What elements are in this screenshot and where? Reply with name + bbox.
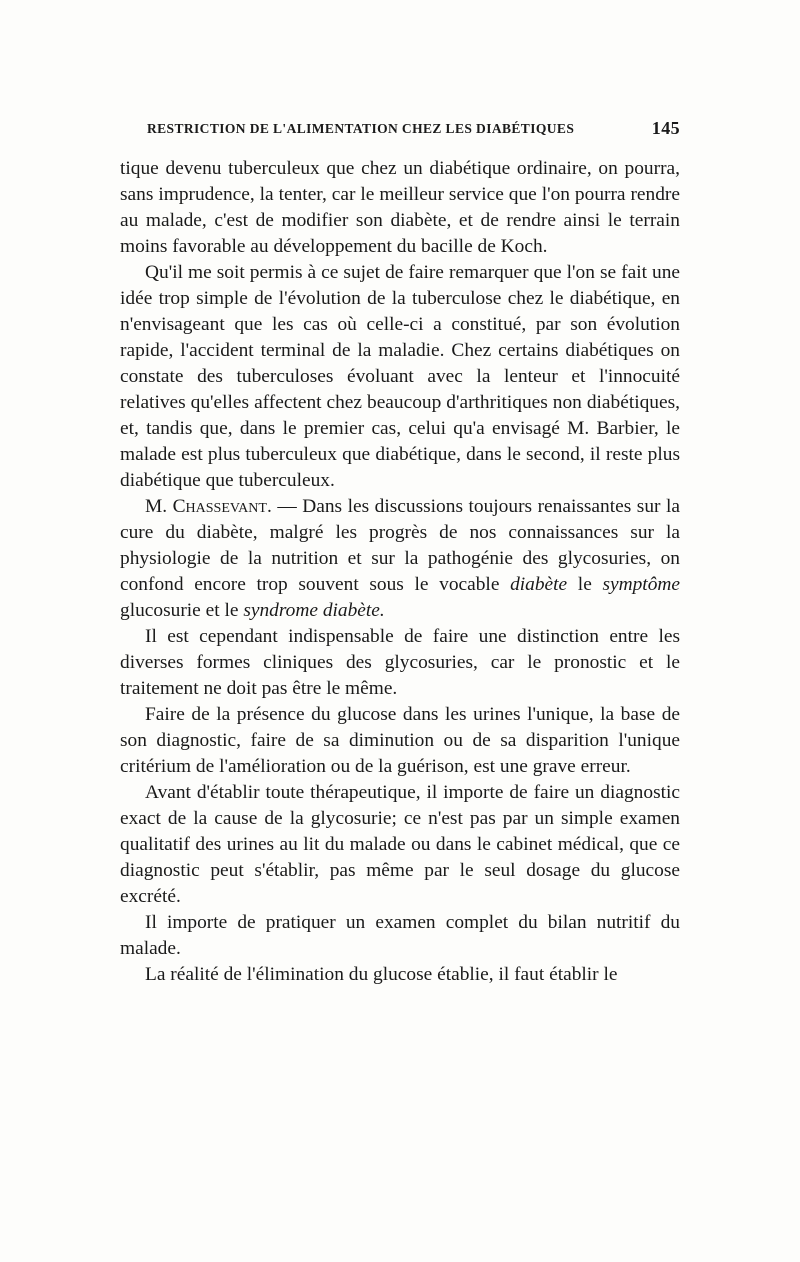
body-text xyxy=(120,156,680,988)
paragraph-4: Il est cependant indispensable de faire une distinction entre les diverses formes cliniques des glycosuries, car le pronostic et le traitement ne doit pas être le même. xyxy=(120,626,680,699)
running-header xyxy=(147,119,680,141)
paragraph-6: Avant d'établir toute thérapeutique, il importe de faire un diagnostic exact de la cause de la glycosurie; ce n'est pas par un simple examen qualitatif des urines au lit du malade ou dans le cabinet médical, que ce diagnostic peut s'établir, pas même par le seul dosage du glucose excrété. xyxy=(120,782,680,907)
italic-term-syndrome: syndrome diabète. xyxy=(243,600,385,621)
paragraph-8: La réalité de l'élimination du glucose établie, il faut établir le xyxy=(145,964,618,985)
paragraph-5: Faire de la présence du glucose dans les urines l'unique, la base de son diagnostic, faire de sa diminution ou de sa disparition l'unique critérium de l'amélioration ou de la guérison, est une grave erreur. xyxy=(120,704,680,777)
italic-term-symptome: symptôme xyxy=(602,574,680,595)
paragraph-2: Qu'il me soit permis à ce sujet de faire remarquer que l'on se fait une idée trop simple de l'évolution de la tuberculose chez le diabétique, en n'envisageant que les cas où celle-ci a constitué, par son évolution rapide, l'accident terminal de la maladie. Chez certains diabétiques on constate des tuberculoses évoluant avec la lenteur et l'innocuité relatives qu'elles affectent chez beaucoup d'arthritiques non diabétiques, et, tandis que, dans le premier cas, celui qu'a envisagé M. Barbier, le malade est plus tuberculeux que diabétique, dans le second, il reste plus diabétique que tuberculeux. xyxy=(120,262,680,491)
italic-term-diabete: diabète xyxy=(510,574,568,595)
paragraph-3-text-b: le xyxy=(567,574,603,595)
page-number: 145 xyxy=(651,118,680,138)
paragraph-3-text-a: — Dans les discussions toujours renaissantes sur la cure du diabète, malgré les progrès de nos connaissances sur la physiologie de la nutrition et sur la pathogénie des glycosuries, on confond encore trop souvent sous le vocable xyxy=(120,496,680,595)
speaker-name: M. Chassevant. xyxy=(145,496,272,517)
paragraph-3 xyxy=(120,494,680,624)
paragraph-7: Il importe de pratiquer un examen complet du bilan nutritif du malade. xyxy=(120,912,680,959)
running-title: RESTRICTION DE L'ALIMENTATION CHEZ LES DIABÉTIQUES xyxy=(147,121,575,136)
paragraph-3-text-c: glucosurie et le xyxy=(120,600,244,621)
paragraph-1: tique devenu tuberculeux que chez un diabétique ordinaire, on pourra, sans imprudence, la tenter, car le meilleur service que l'on pourra rendre au malade, c'est de modifier son diabète, et de rendre ainsi le terrain moins favorable au développement du bacille de Koch. xyxy=(120,158,680,257)
